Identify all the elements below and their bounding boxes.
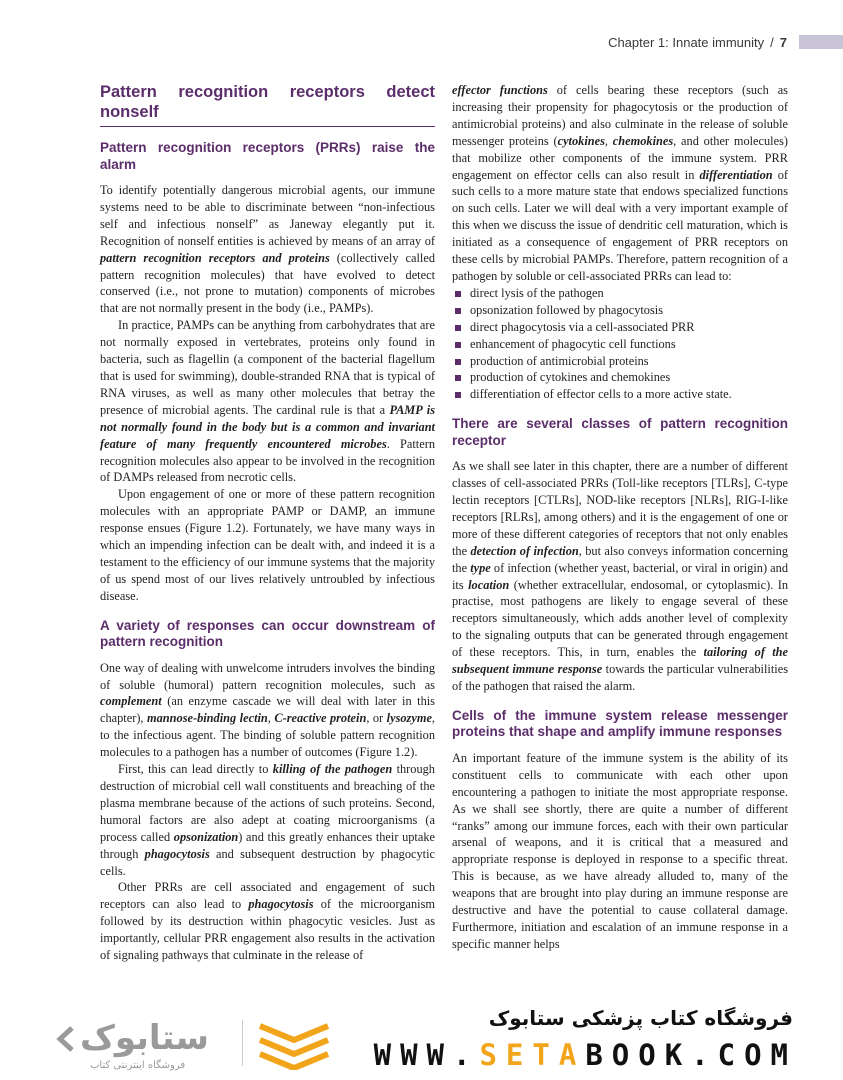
paragraph: In practice, PAMPs can be anything from carbohydrates that are not normally exposed in vertebrates, proteins only found in bacteria, such as flagellin (a component of the bacterial flagellum that is used for swimming), double-stranded RNA that is typical of RNA viruses, as well as many other molecules that betray the presence of microbial agents. The cardinal rule is that a PAMP is not normally found in the body but is a common and invariant feature of many frequently encountered microbes. Pattern recognition molecules also appear to be involved in the recognition of DAMPs released from necrotic cells.: [100, 318, 435, 485]
setabook-logo: [60, 1018, 250, 1074]
key-term: type: [470, 560, 491, 575]
list-item: differentiation of effector cells to a more active state.: [452, 386, 788, 403]
heading-classes-of-prr: There are several classes of pattern recognition receptor: [452, 416, 788, 448]
paragraph: First, this can lead directly to killing of the pathogen through destruction of microbial cell wall constituents and breaching of the plasma membrane because of the actions of such proteins. Second, humoral factors are also adept at coating microorganisms (a process called opsonization) and this greatly enhances their uptake through phagocytosis and subsequent destruction by phagocytic cells.: [100, 762, 435, 878]
key-term: location: [468, 577, 510, 592]
paragraph: One way of dealing with unwelcome intruders involves the binding of soluble (humoral) pattern recognition molecules, such as complement (an enzyme cascade we will deal with later in this chapter), mannose-binding lectin, C-reactive protein, or lysozyme, to the infectious agent. The binding of soluble pattern recognition molecules to a pathogen has a number of outcomes (Figure 1.2).: [100, 660, 436, 760]
key-term: complement: [100, 694, 162, 709]
key-term: lysozyme: [386, 711, 432, 726]
header-accent-bar: [799, 35, 843, 49]
paragraph: effector functions of cells bearing these receptors (such as increasing their propensity for phagocytosis or the production of antimicrobial proteins) and also culminate in the release of soluble messenger proteins (cytokines, chemokines, and other molecules) that mobilize other components of the immune system. PRR engagement on effector cells can also result in differentiation of such cells to a more mature state that endows specialized functions on such cells. Later we will deal with a very important example of this when we discuss the issue of dendritic cell maturation, which is initiated as a consequence of engagement of PRR receptors on these cells by microbial PAMPs. Therefore, pattern recognition of a pathogen by soluble or cell-associated PRRs can lead to:: [452, 83, 788, 283]
store-name: فروشگاه کتاب پزشکی ستابوک: [488, 1006, 793, 1030]
store-url: WWW.SETABOOK.COM: [373, 1038, 797, 1072]
list-item: opsonization followed by phagocytosis: [452, 302, 788, 319]
paragraph: As we shall see later in this chapter, there are a number of different classes of cell-associated PRRs (Toll-like receptors [TLRs], C-type lectin receptors [CTLRs], NOD-like receptors [NLRs], RIG-I-like receptors [RLRs], among others) and it is the engagement of one or more of these different categories of receptors that not only enables the detection of infection, but also conveys information concerning the type of infection (whether yeast, bacterial, or viral in origin) and its location (whether extracellular, endosomal, or cytoplasmic). In practise, most pathogens are likely to engage several of these receptors simultaneously, which adds another level of complexity to the signaling outputs that can be generated through engagement of these receptors. This, in turn, enables the tailoring of the subsequent immune response towards the particular vulnerabilities of the pathogen that raised the alarm.: [452, 459, 789, 693]
logo-wordmark: ستابوک: [80, 1018, 209, 1058]
outcome-list: [452, 285, 788, 403]
logo-divider: [242, 1020, 243, 1066]
key-term: C-reactive protein: [274, 711, 367, 726]
heading-messenger-proteins: Cells of the immune system release messenger proteins that shape and amplify immune responses: [452, 707, 788, 740]
key-term: PAMP is not normally found in the body but is a common and invariant feature of many frequently encountered microbes: [100, 402, 435, 451]
right-column: [452, 82, 788, 953]
paragraph: To identify potentially dangerous microbial agents, our immune systems need to be able to discriminate between “non-infectious self and infectious nonself” as Janeway elegantly put it. Recognition of nonself entities is achieved by means of an array of pattern recognition receptors and proteins (collectively called pattern recognition molecules) that have evolved to detect conserved (i.e., not prone to mutation) components of microbes that are not normally present in the body (i.e., PAMPs).: [100, 183, 435, 316]
paragraph: Other PRRs are cell associated and engagement of such receptors can also lead to phagocytosis of the microorganism followed by its destruction within phagocytic vesicles. Just as importantly, cellular PRR engagement also results in the activation of signaling pathways that culminate in the release of: [100, 880, 435, 963]
watermark-banner: [0, 996, 843, 1080]
key-term: detection of infection: [470, 543, 579, 558]
paragraph: Upon engagement of one or more of these pattern recognition molecules with an appropriate PAMP or DAMP, an immune response ensues (Figure 1.2). Fortunately, we have many ways in which an impending infection can be dealt with, and indeed it is a testament to the efficiency of our immune systems that the majority of us spend most of our lives relatively untroubled by infectious disease.: [100, 487, 435, 603]
left-column: [100, 82, 435, 964]
key-term: cytokines: [557, 133, 605, 148]
logo-tagline: فروشگاه اینترنتی کتاب: [90, 1060, 186, 1071]
running-header: [608, 32, 843, 52]
list-item: production of antimicrobial proteins: [452, 353, 788, 370]
key-term: tailoring of the subsequent immune response: [452, 645, 788, 677]
key-term: chemokines: [612, 133, 674, 148]
key-term: mannose-binding lectin: [147, 711, 268, 726]
key-term: effector functions: [452, 83, 548, 97]
section-title: Pattern recognition receptors detect nonself: [100, 82, 435, 127]
key-term: phagocytosis: [248, 897, 314, 912]
list-item: direct phagocytosis via a cell-associated PRR: [452, 319, 788, 336]
list-item: direct lysis of the pathogen: [452, 285, 788, 302]
list-item: production of cytokines and chemokines: [452, 369, 788, 386]
heading-variety-of-responses: A variety of responses can occur downstream of pattern recognition: [100, 617, 435, 650]
key-term: pattern recognition receptors and proteins: [100, 250, 330, 265]
key-term: differentiation: [699, 167, 773, 182]
key-term: phagocytosis: [144, 846, 210, 861]
heading-prrs-raise-alarm: Pattern recognition receptors (PRRs) raise the alarm: [100, 140, 435, 172]
key-term: killing of the pathogen: [272, 762, 393, 777]
logo-chevron-icon: [56, 1024, 80, 1054]
running-header-text: [608, 35, 787, 50]
header-separator: /: [770, 34, 774, 50]
page-number: 7: [779, 34, 787, 50]
chapter-title: Chapter 1: Innate immunity: [608, 34, 765, 50]
paragraph: An important feature of the immune system is the ability of its constituent cells to communicate with each other upon encountering a pathogen to initiate the most appropriate response. As we shall see shortly, there are quite a number of different “ranks” among our immune forces, each with their own particular arsenal of weapons, and it is critical that a measured and appropriate response is deployed in response to a specific threat. This is because, as we have already alluded to, many of the weapons that are brought into play during an immune response are destructive and have the potential to cause collateral damage. Furthermore, initiation and escalation of an immune response in a specific manner helps: [452, 750, 788, 951]
key-term: opsonization: [173, 829, 239, 844]
list-item: enhancement of phagocytic cell functions: [452, 336, 788, 353]
book-stack-icon: [254, 1018, 334, 1070]
